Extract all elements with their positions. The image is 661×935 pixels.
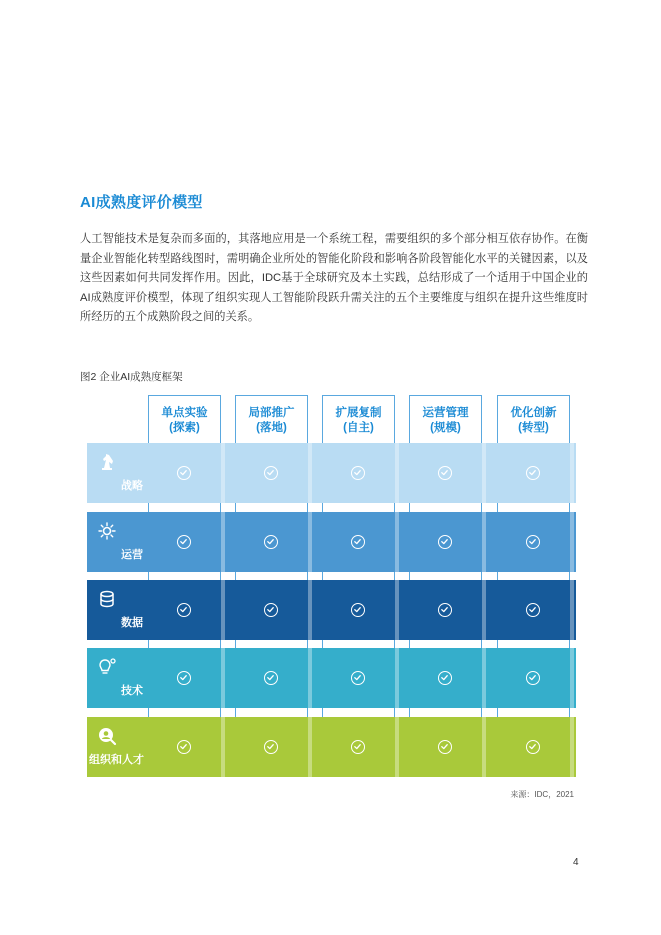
band-segment bbox=[308, 443, 312, 503]
figure-caption: 图2 企业AI成熟度框架 bbox=[80, 371, 183, 383]
page-number: 4 bbox=[573, 857, 579, 868]
band-segment bbox=[570, 648, 574, 708]
dimension-label-text: 运营 bbox=[121, 549, 143, 561]
stage-name: 优化创新 bbox=[510, 407, 557, 419]
check-circle-icon bbox=[177, 535, 191, 549]
dimension-band-data bbox=[87, 580, 576, 640]
stage-name: 运营管理 bbox=[422, 407, 469, 419]
check-circle-icon bbox=[526, 603, 540, 617]
check-circle-icon bbox=[264, 466, 278, 480]
dimension-label bbox=[87, 648, 149, 708]
dimension-band-organization bbox=[87, 717, 576, 777]
stage-header bbox=[410, 406, 481, 436]
stage-name: 扩展复制 bbox=[335, 407, 382, 419]
stage-header bbox=[498, 406, 569, 436]
check-circle-icon bbox=[438, 671, 452, 685]
chess-knight-icon bbox=[97, 452, 117, 472]
band-segment bbox=[395, 648, 399, 708]
check-circle-icon bbox=[351, 466, 365, 480]
dimension-label-text: 技术 bbox=[121, 685, 143, 697]
dimension-label-text: 数据 bbox=[121, 617, 143, 629]
check-circle-icon bbox=[264, 603, 278, 617]
dimension-band-operations bbox=[87, 512, 576, 572]
check-circle-icon bbox=[351, 535, 365, 549]
check-circle-icon bbox=[351, 671, 365, 685]
stage-name: 局部推广 bbox=[248, 407, 295, 419]
person-search-icon bbox=[97, 726, 117, 746]
check-circle-icon bbox=[526, 466, 540, 480]
band-segment bbox=[308, 580, 312, 640]
band-segment bbox=[395, 443, 399, 503]
check-circle-icon bbox=[438, 740, 452, 754]
stage-sub: (自主) bbox=[343, 422, 374, 434]
band-segment bbox=[570, 443, 574, 503]
check-circle-icon bbox=[177, 603, 191, 617]
check-circle-icon bbox=[526, 535, 540, 549]
check-circle-icon bbox=[351, 603, 365, 617]
check-circle-icon bbox=[264, 535, 278, 549]
band-segment bbox=[221, 648, 225, 708]
dimension-label-text: 战略 bbox=[121, 480, 143, 492]
band-segment bbox=[570, 580, 574, 640]
ai-maturity-framework bbox=[87, 395, 576, 775]
check-circle-icon bbox=[177, 671, 191, 685]
band-segment bbox=[308, 648, 312, 708]
band-segment bbox=[395, 580, 399, 640]
check-circle-icon bbox=[438, 466, 452, 480]
dimension-label bbox=[87, 717, 149, 777]
band-segment bbox=[221, 512, 225, 572]
check-circle-icon bbox=[351, 740, 365, 754]
band-segment bbox=[395, 512, 399, 572]
band-segment bbox=[482, 512, 486, 572]
check-circle-icon bbox=[438, 535, 452, 549]
dimension-band-technology bbox=[87, 648, 576, 708]
stage-sub: (探索) bbox=[169, 422, 200, 434]
dimension-label bbox=[87, 443, 149, 503]
check-circle-icon bbox=[526, 740, 540, 754]
band-segment bbox=[221, 717, 225, 777]
check-circle-icon bbox=[264, 740, 278, 754]
stage-header bbox=[149, 406, 220, 436]
stage-header bbox=[236, 406, 307, 436]
band-segment bbox=[308, 717, 312, 777]
check-circle-icon bbox=[264, 671, 278, 685]
stage-header bbox=[323, 406, 394, 436]
band-segment bbox=[570, 512, 574, 572]
check-circle-icon bbox=[438, 603, 452, 617]
database-icon bbox=[97, 589, 117, 609]
stage-sub: (规模) bbox=[430, 422, 461, 434]
gear-sparkle-icon bbox=[97, 521, 117, 541]
check-circle-icon bbox=[177, 466, 191, 480]
check-circle-icon bbox=[526, 671, 540, 685]
band-segment bbox=[570, 717, 574, 777]
band-segment bbox=[221, 580, 225, 640]
lightbulb-gear-icon bbox=[97, 657, 117, 677]
band-segment bbox=[482, 717, 486, 777]
dimension-label bbox=[87, 512, 149, 572]
stage-sub: (落地) bbox=[256, 422, 287, 434]
band-segment bbox=[482, 648, 486, 708]
dimension-label-text: 组织和人才 bbox=[89, 754, 144, 766]
band-segment bbox=[482, 443, 486, 503]
stage-name: 单点实验 bbox=[161, 407, 208, 419]
band-segment bbox=[395, 717, 399, 777]
intro-paragraph: 人工智能技术是复杂而多面的，其落地应用是一个系统工程，需要组织的多个部分相互依存协作。在衡量企业智能化转型路线图时，需明确企业所处的智能化阶段和影响各阶段智能化水平的关键因素，以及这些因素如何共同发挥作用。因此，IDC基于全球研究及本土实践，总结形成了一个适用于中国企业的AI成熟度评价模型，体现了组织实现人工智能阶段跃升需关注的五个主要维度与组织在提升这些维度时所经历的五个成熟阶段之间的关系。 bbox=[80, 233, 588, 324]
band-segment bbox=[221, 443, 225, 503]
section-title: AI成熟度评价模型 bbox=[80, 194, 203, 211]
figure-source: 来源：IDC，2021 bbox=[510, 790, 574, 799]
stage-sub: (转型) bbox=[518, 422, 549, 434]
dimension-label bbox=[87, 580, 149, 640]
band-segment bbox=[482, 580, 486, 640]
check-circle-icon bbox=[177, 740, 191, 754]
band-segment bbox=[308, 512, 312, 572]
dimension-band-strategy bbox=[87, 443, 576, 503]
